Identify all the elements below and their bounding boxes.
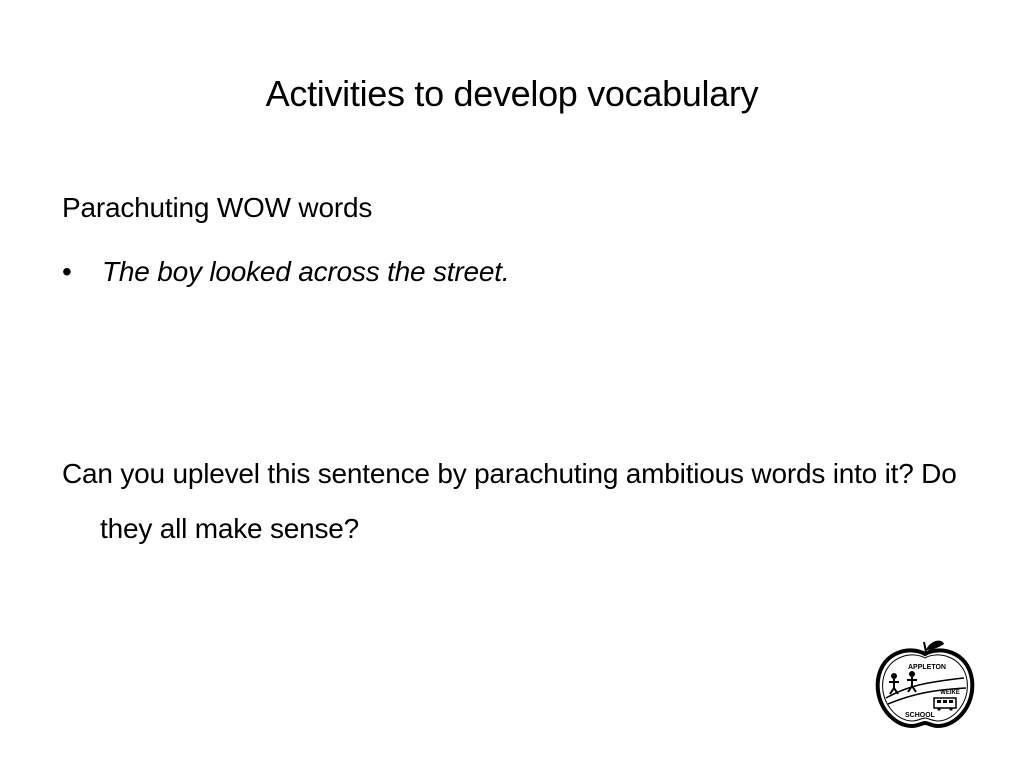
subheading: Parachuting WOW words (62, 192, 373, 223)
school-logo-icon (872, 636, 978, 732)
logo-text-top: APPLETON (908, 664, 946, 671)
logo-text-bottom: SCHOOL (905, 712, 935, 719)
slide-title: Activities to develop vocabulary (265, 73, 759, 114)
logo-text-middle: WEIKE (940, 690, 960, 696)
bullet-text: The boy looked across the street. (102, 256, 510, 287)
question-text: Can you uplevel this sentence by parachuting ambitious words into it? Do they all make sense? (62, 458, 957, 544)
bullet-item (62, 250, 509, 294)
bullet-marker: • (62, 256, 72, 287)
